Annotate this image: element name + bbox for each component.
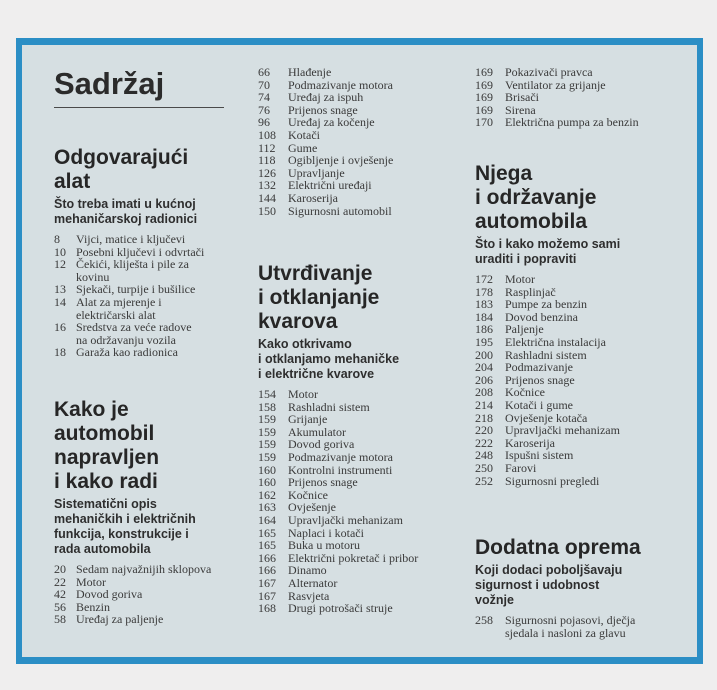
section-subheading: Što treba imati u kućnoj mehaničarskoj radionici	[54, 197, 198, 226]
toc-entry	[475, 66, 690, 79]
toc-entry	[258, 413, 468, 426]
column-3	[475, 65, 690, 640]
entry-list	[258, 388, 468, 615]
page-number: 126	[258, 165, 276, 180]
entry-title: Drugi potrošači struje	[288, 601, 393, 616]
page-number: 58	[54, 612, 66, 627]
page-number: 162	[258, 487, 276, 502]
entry-list	[258, 66, 463, 217]
entry-title: Pumpe za benzin	[505, 297, 587, 312]
page-number: 20	[54, 562, 66, 576]
entry-title: Upravljački mehanizam	[288, 512, 403, 527]
toc-entry	[475, 273, 690, 286]
page-number: 96	[258, 115, 270, 130]
page-number: 10	[54, 244, 66, 259]
page-number: 206	[475, 372, 493, 387]
entry-title: električarski alat	[76, 307, 156, 322]
page-title: Sadržaj	[54, 66, 165, 101]
entry-title: Pokazivači pravca	[505, 65, 593, 79]
page-number: 167	[258, 575, 276, 590]
page-number: 144	[258, 190, 276, 205]
page-number: 159	[258, 437, 276, 452]
entry-title: Karoserija	[505, 435, 555, 450]
page-number: 204	[475, 360, 493, 375]
toc-entry	[258, 602, 468, 615]
toc-entry	[54, 563, 250, 576]
entry-title: Uređaj za paljenje	[76, 612, 164, 627]
column-2	[258, 65, 463, 616]
page-number: 169	[475, 77, 493, 92]
entry-title: Sigurnosni pregledi	[505, 473, 600, 488]
page-number: 18	[54, 345, 66, 360]
entry-title: Rashladni sistem	[505, 347, 587, 362]
section-troubleshooting	[258, 262, 468, 615]
entry-title: Kotači	[288, 127, 320, 142]
toc-entry	[258, 154, 463, 167]
entry-list	[54, 233, 250, 359]
section-heading: Njega i održavanje automobila	[475, 162, 597, 233]
entry-title: sjedala i nasloni za glavu	[505, 625, 626, 640]
entry-title: Rashladni sistem	[288, 399, 370, 414]
entry-title: Rasplinjač	[505, 284, 556, 299]
section-subheading: Kako otkrivamo i otklanjamo mehaničke i električne kvarove	[258, 337, 400, 381]
entry-title: Kočnice	[288, 487, 328, 502]
toc-entry	[258, 514, 468, 527]
toc-entry	[475, 475, 690, 488]
page-number: 248	[475, 448, 493, 463]
entry-title: Električni pokretač i pribor	[288, 550, 419, 565]
page-number: 108	[258, 127, 276, 142]
section-maintenance	[475, 162, 690, 487]
entry-title: Dovod goriva	[76, 587, 143, 602]
page-number: 14	[54, 294, 66, 309]
page-number: 168	[258, 601, 276, 616]
toc-entry	[54, 321, 250, 334]
toc-entry	[475, 361, 690, 374]
entry-title: Električna instalacija	[505, 334, 606, 349]
entry-title: Vijci, matice i ključevi	[76, 232, 186, 246]
page-number: 214	[475, 397, 493, 412]
toc-entry	[475, 424, 690, 437]
toc-entry	[258, 129, 463, 142]
entry-title: Gume	[288, 140, 318, 155]
entry-list	[54, 563, 250, 626]
title-rule	[54, 107, 224, 108]
section-tools	[40, 146, 250, 359]
page-number: 186	[475, 322, 493, 337]
page-number: 132	[258, 178, 276, 193]
page-number: 118	[258, 153, 276, 168]
page-number: 16	[54, 320, 66, 335]
entry-title: Farovi	[505, 460, 537, 475]
entry-title: Podmazivanje motora	[288, 77, 393, 92]
page-number: 150	[258, 203, 276, 218]
page-number: 112	[258, 140, 276, 155]
page-number: 167	[258, 588, 276, 603]
page-number: 42	[54, 587, 66, 602]
page-number: 169	[475, 90, 493, 105]
toc-entry	[258, 388, 468, 401]
toc-entry	[258, 91, 463, 104]
page-number: 250	[475, 460, 493, 475]
page-number: 159	[258, 449, 276, 464]
page-number: 178	[475, 284, 493, 299]
page-number: 158	[258, 399, 276, 414]
section-heading: Odgovarajući alat	[54, 146, 189, 193]
toc-entry	[54, 258, 250, 271]
toc-entry	[54, 346, 250, 359]
page-number: 258	[475, 613, 493, 627]
page-number: 166	[258, 563, 276, 578]
page-number: 195	[475, 334, 493, 349]
section-subheading: Što i kako možemo sami uraditi i popraviti	[475, 237, 621, 266]
page-number: 170	[475, 115, 493, 130]
page-number: 165	[258, 525, 276, 540]
page-number: 200	[475, 347, 493, 362]
page-number: 165	[258, 538, 276, 553]
page-number: 172	[475, 272, 493, 286]
entry-title: Podmazivanje	[505, 360, 573, 375]
entry-title: Sigurnosni pojasovi, dječja	[505, 613, 636, 627]
entry-title: Dovod benzina	[505, 309, 578, 324]
entry-title: Električna pumpa za benzin	[505, 115, 639, 130]
entry-title: Kontrolni instrumenti	[288, 462, 393, 477]
section-accessories	[475, 536, 690, 639]
page-number: 159	[258, 424, 276, 439]
entry-title: Grijanje	[288, 412, 328, 427]
entry-title: Uređaj za ispuh	[288, 90, 364, 105]
entry-title: Ovješenje	[288, 500, 336, 515]
entry-title: Sredstva za veće radove	[76, 320, 192, 335]
entry-list	[475, 614, 690, 639]
toc-entry	[258, 539, 468, 552]
page-number: 66	[258, 65, 270, 79]
entry-title: Posebni ključevi i odvrtači	[76, 244, 205, 259]
page-number: 70	[258, 77, 270, 92]
page-number: 218	[475, 410, 493, 425]
entry-title: Prijenos snage	[505, 372, 575, 387]
section-subheading: Koji dodaci poboljšavaju sigurnost i udobnost vožnje	[475, 563, 623, 607]
page-number: 160	[258, 462, 276, 477]
entry-title: Motor	[288, 387, 318, 401]
entry-title: Ventilator za grijanje	[505, 77, 606, 92]
page-number: 252	[475, 473, 493, 488]
page-number: 169	[475, 65, 493, 79]
entry-title: Sedam najvažnijih sklopova	[76, 562, 212, 576]
page-number: 160	[258, 475, 276, 490]
page-number: 13	[54, 282, 66, 297]
page-number: 56	[54, 599, 66, 614]
entry-title: Kotači i gume	[505, 397, 573, 412]
toc-entry	[54, 613, 250, 626]
entry-title: Prijenos snage	[288, 102, 358, 117]
entry-title: Dovod goriva	[288, 437, 355, 452]
page-number: 12	[54, 257, 66, 272]
entry-title: Brisači	[505, 90, 539, 105]
entry-title: Buka u motoru	[288, 538, 360, 553]
entry-title: Sirena	[505, 102, 536, 117]
toc-entry	[475, 399, 690, 412]
page-number: 74	[258, 90, 270, 105]
page-number: 22	[54, 574, 66, 589]
toc-entry	[475, 614, 690, 627]
entry-title: Rasvjeta	[288, 588, 330, 603]
page-number: 76	[258, 102, 270, 117]
toc-entry	[475, 627, 690, 640]
entry-title: Hlađenje	[288, 65, 332, 79]
entry-title: Alternator	[288, 575, 338, 590]
page-number: 169	[475, 102, 493, 117]
toc-entry	[258, 192, 463, 205]
entry-title: Garaža kao radionica	[76, 345, 178, 360]
toc-entry	[54, 296, 250, 309]
section-subheading: Sistematični opis mehaničkih i električnih funkcija, konstrukcije i rada automobila	[54, 497, 196, 556]
entry-title: Upravljanje	[288, 165, 345, 180]
page-number: 220	[475, 423, 493, 438]
entry-title: Dinamo	[288, 563, 327, 578]
page-number: 183	[475, 297, 493, 312]
entry-title: Paljenje	[505, 322, 544, 337]
entry-title: Naplaci i kotači	[288, 525, 364, 540]
entry-title: Motor	[76, 574, 106, 589]
page-number: 184	[475, 309, 493, 324]
entry-title: kovinu	[76, 269, 110, 284]
entry-title: Motor	[505, 272, 535, 286]
entry-title: Akumulator	[288, 424, 346, 439]
toc-entry	[54, 233, 250, 246]
entry-title: Čekići, kliješta i pile za	[76, 257, 189, 272]
page-number: 208	[475, 385, 493, 400]
toc-entry	[475, 462, 690, 475]
entry-title: Ispušni sistem	[505, 448, 574, 463]
toc-entry	[475, 298, 690, 311]
toc-entry	[258, 577, 468, 590]
column-1	[40, 62, 240, 627]
toc-entry	[258, 66, 463, 79]
entry-title: Električni uređaji	[288, 178, 372, 193]
section-heading: Kako je automobil napravljen i kako radi	[54, 398, 160, 493]
entry-title: Sjekači, turpije i bušilice	[76, 282, 196, 297]
toc-entry	[258, 476, 468, 489]
entry-title: Podmazivanje motora	[288, 449, 393, 464]
page-number: 8	[54, 232, 60, 246]
entry-title: Prijenos snage	[288, 475, 358, 490]
entry-title: Ovješenje kotača	[505, 410, 588, 425]
toc-entry	[475, 116, 690, 129]
section-heading: Dodatna oprema	[475, 536, 641, 559]
entry-title: Karoserija	[288, 190, 338, 205]
entry-title: Ogibljenje i ovješenje	[288, 153, 394, 168]
toc-entry	[258, 205, 463, 218]
toc-entry	[54, 588, 250, 601]
entry-title: na održavanju vozila	[76, 332, 176, 347]
toc-entry	[475, 336, 690, 349]
page-number: 159	[258, 412, 276, 427]
page-number: 166	[258, 550, 276, 565]
toc-entry	[475, 91, 690, 104]
page-number: 154	[258, 387, 276, 401]
entry-title: Uređaj za kočenje	[288, 115, 375, 130]
entry-title: Benzin	[76, 599, 110, 614]
section-how-it-works	[40, 398, 250, 626]
page-number: 164	[258, 512, 276, 527]
page-number	[475, 627, 505, 640]
entry-list	[475, 66, 690, 129]
page-number: 163	[258, 500, 276, 515]
entry-title: Upravljački mehanizam	[505, 423, 620, 438]
entry-list	[475, 273, 690, 487]
entry-title: Alat za mjerenje i	[76, 294, 162, 309]
entry-title: Sigurnosni automobil	[288, 203, 392, 218]
entry-title: Kočnice	[505, 385, 545, 400]
section-heading: Utvrđivanje i otklanjanje kvarova	[258, 262, 380, 333]
page-number: 222	[475, 435, 493, 450]
toc-entry	[258, 451, 468, 464]
